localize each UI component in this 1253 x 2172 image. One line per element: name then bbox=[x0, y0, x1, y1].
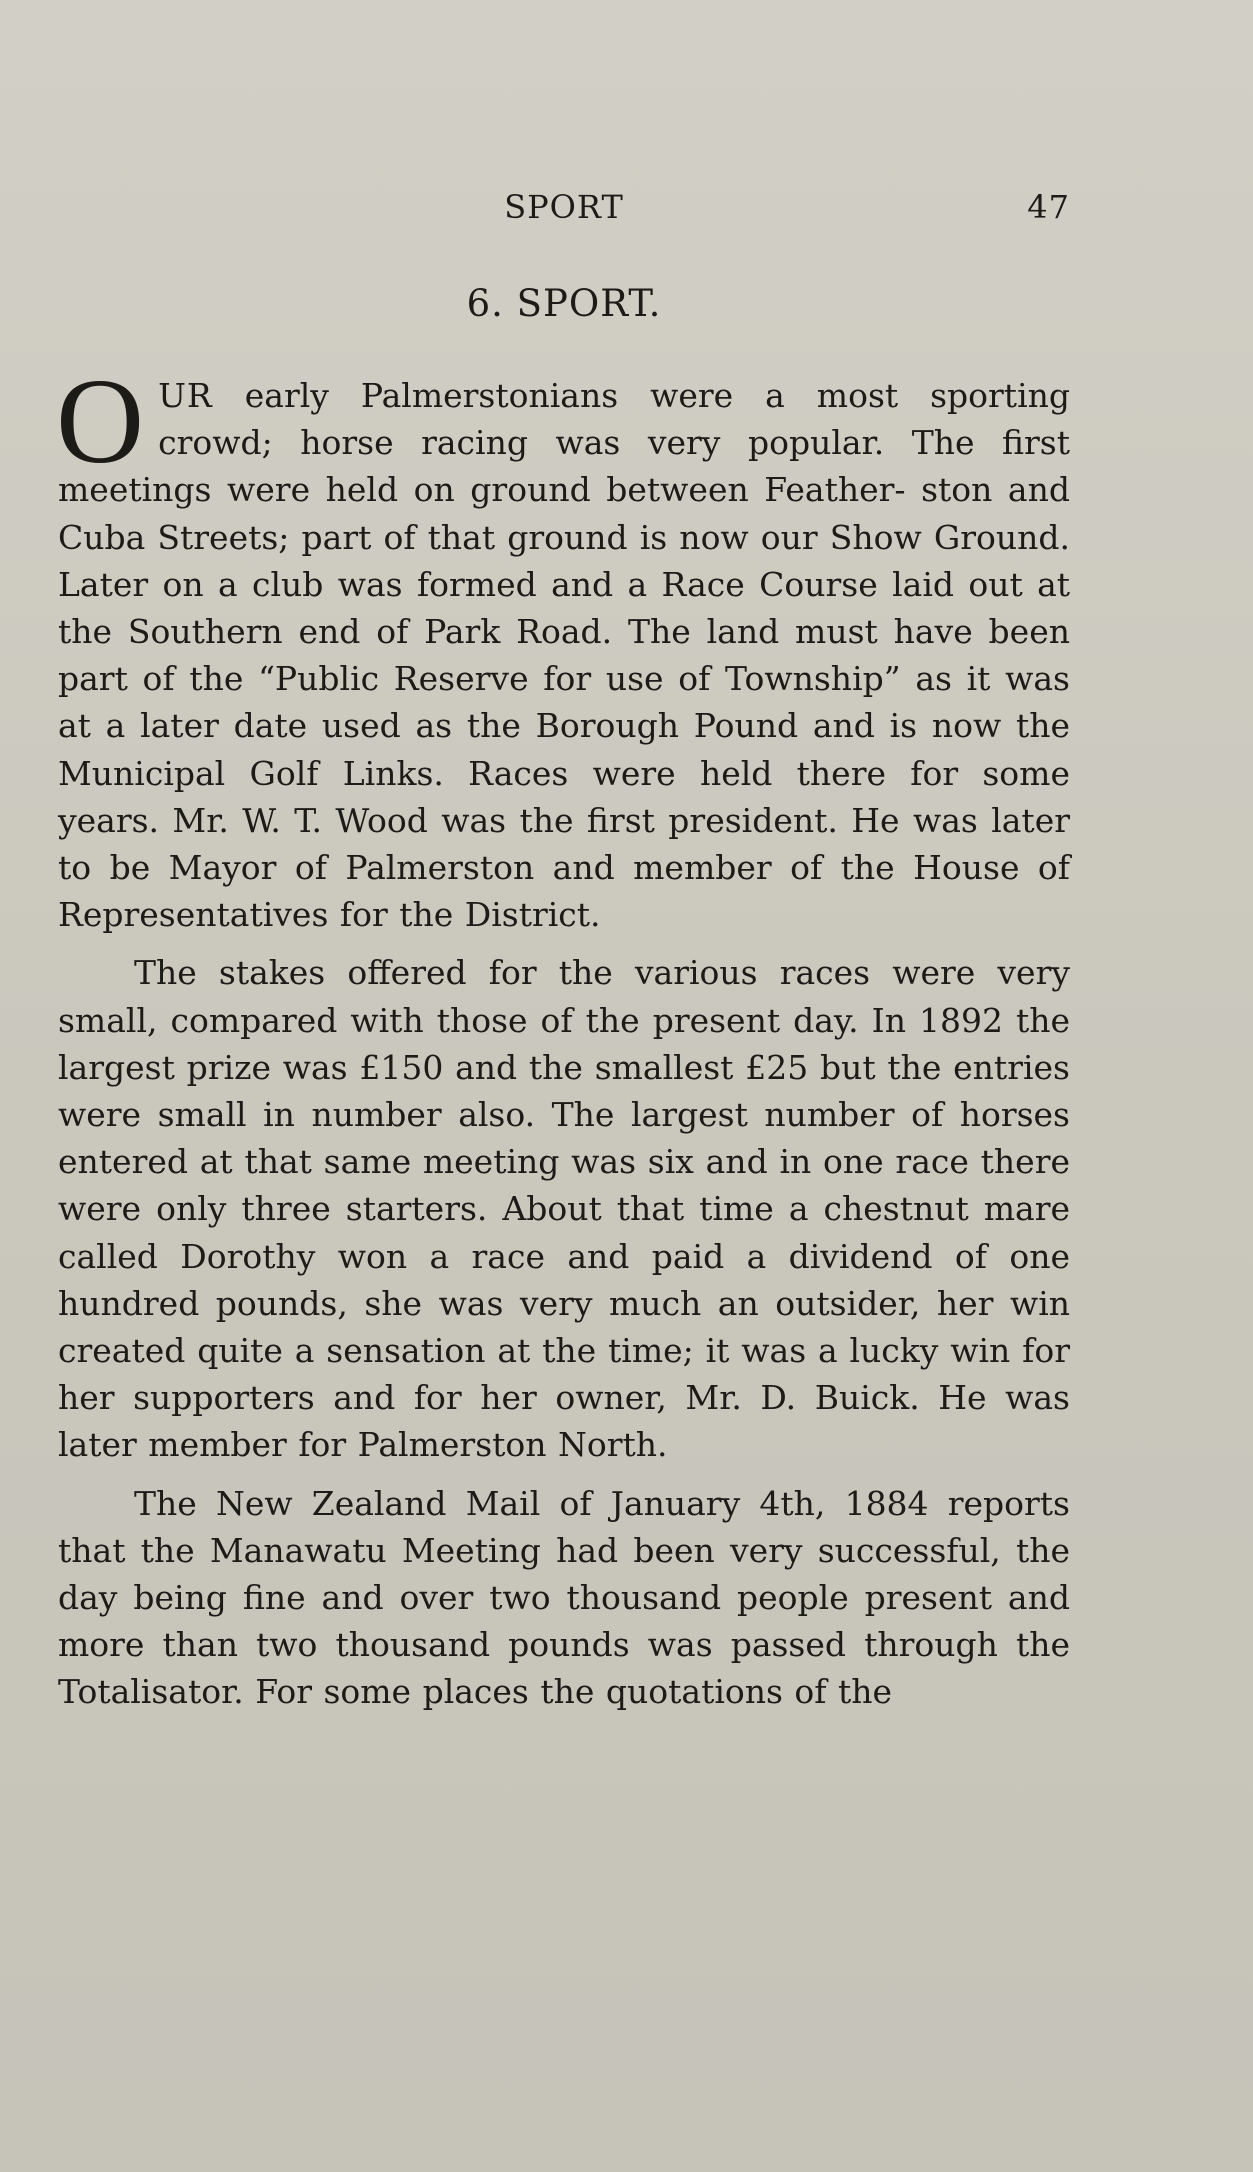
body-text bbox=[56, 354, 1070, 1727]
running-title: SPORT bbox=[504, 188, 624, 226]
page-number: 47 bbox=[1027, 188, 1070, 226]
lead-caps: UR bbox=[158, 376, 213, 415]
paragraph-3: The New Zealand Mail of January 4th, 1884 reports that the Manawatu Meeting had been very successful, the day being fine and over two thousand people present and more than two thousand pounds was passed through the Totalisator. For some places the quotations of the bbox=[58, 1483, 1070, 1712]
paragraph-2: The stakes offered for the various races were very small, compared with those of the present day. In 1892 the largest prize was £150 and the smallest £25 but the entries were small in number also. The largest number of horses entered at that same meeting was six and in one race there were only three starters. About that time a chestnut mare called Dorothy won a race and paid a dividend of one hundred pounds, she was very much an outsider, her win created quite a sensation at the time; it was a lucky win for her supporters and for her owner, Mr. D. Buick. He was later member for Palmerston North. bbox=[58, 953, 1070, 1465]
running-head bbox=[58, 188, 1070, 228]
paragraph-1-text: early Palmerstonians were a most sporting crowd; horse racing was very popular. The first meetings were held on ground between Feather- ston and Cuba Streets; part of that ground is now our Show Ground. Later on a club was formed and a Race Course laid out at the Southern end of Park Road. The land must have been part of the “Public Reserve for use of Township” as it was at a later date used as the Borough Pound and is now the Municipal Golf Links. Races were held there for some years. Mr. W. T. Wood was the first president. He was later to be Mayor of Palmerston and member of the House of Representatives for the District. bbox=[58, 376, 1070, 935]
drop-cap: O bbox=[56, 354, 145, 489]
section-title: 6. SPORT. bbox=[466, 282, 662, 325]
paragraph-1 bbox=[56, 354, 1070, 938]
